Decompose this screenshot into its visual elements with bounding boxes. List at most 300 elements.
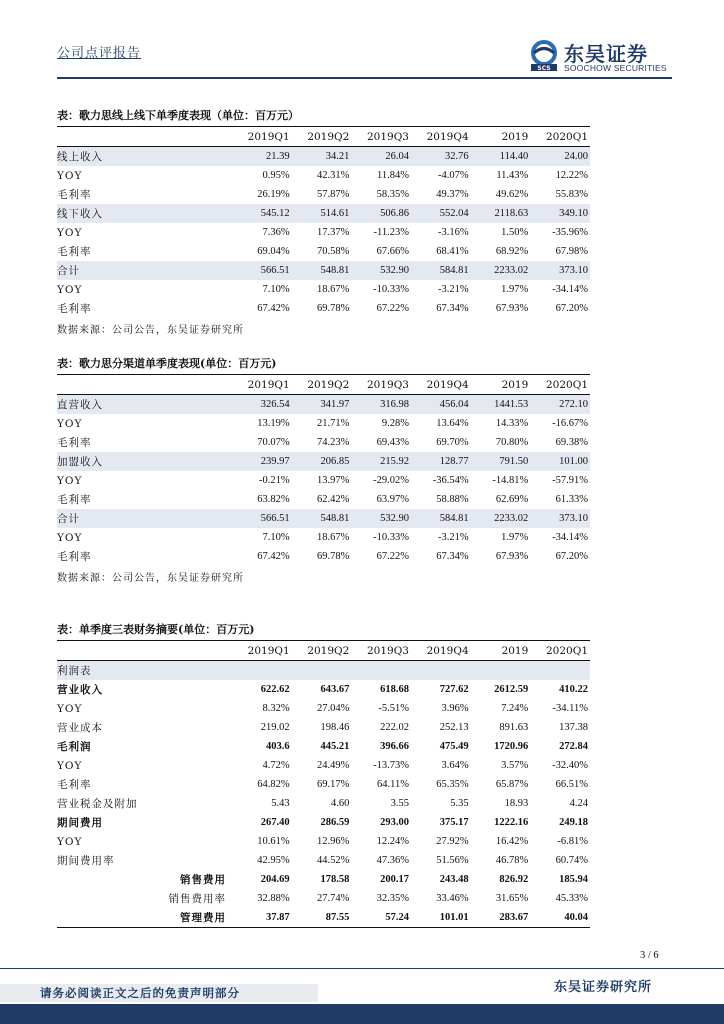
table-cell: 552.04: [411, 204, 471, 223]
header-cell-blank: [57, 641, 232, 661]
table-cell: 70.58%: [316, 246, 350, 257]
column-header: 2019Q4: [411, 641, 471, 661]
table-cell: [351, 661, 411, 681]
table-row: [57, 851, 590, 870]
table-row: [57, 661, 590, 681]
table-cell: 128.77: [411, 452, 471, 471]
table-cell: 215.92: [351, 452, 411, 471]
table-row: [57, 718, 590, 737]
header-rule: [57, 77, 672, 79]
row-label: YOY: [57, 531, 83, 544]
row-label: 管理费用: [57, 908, 232, 928]
table-row: [57, 433, 590, 452]
row-label: 毛利率: [57, 303, 92, 315]
column-header: 2019Q2: [292, 641, 352, 661]
table-cell: 74.23%: [316, 437, 350, 448]
table-cell: 727.62: [439, 684, 469, 695]
table-cell: 239.97: [232, 452, 292, 471]
table-cell: 62.69%: [495, 494, 529, 505]
table-cell: 243.48: [439, 874, 469, 885]
table-cell: 548.81: [292, 261, 352, 280]
column-header: 2019Q4: [411, 375, 471, 395]
table-cell: 618.68: [380, 684, 409, 695]
table-cell: 1.97%: [501, 284, 529, 295]
row-label: 期间费用: [57, 817, 103, 829]
table-cell: -10.33%: [373, 284, 409, 295]
table-cell: 17.37%: [316, 227, 350, 238]
row-label: YOY: [57, 702, 83, 715]
table-header-row: [57, 127, 590, 147]
table-header-row: [57, 375, 590, 395]
table-cell: 14.33%: [495, 418, 529, 429]
table-row: [57, 794, 590, 813]
table-row: [57, 737, 590, 756]
column-header: 2019Q1: [232, 127, 292, 147]
row-label: 合计: [57, 261, 232, 280]
table-cell: 32.88%: [257, 893, 290, 904]
row-label: 毛利率: [57, 437, 92, 449]
table-cell: -32.40%: [552, 760, 588, 771]
table-cell: 46.78%: [495, 855, 529, 866]
table-cell: 219.02: [260, 722, 290, 733]
table-cell: 67.93%: [495, 303, 529, 314]
table-cell: 293.00: [380, 817, 409, 828]
table-cell: 5.35: [450, 798, 469, 809]
table-cell: 341.97: [292, 395, 352, 415]
table-cell: -36.54%: [432, 475, 469, 486]
table-row: [57, 185, 590, 204]
table-cell: 45.33%: [555, 893, 588, 904]
row-label: 营业收入: [57, 684, 103, 696]
table-cell: 12.96%: [316, 836, 350, 847]
table-cell: 49.62%: [495, 189, 529, 200]
table-row: [57, 223, 590, 242]
row-label: 线上收入: [57, 147, 232, 167]
table-cell: 185.94: [559, 874, 588, 885]
table-cell: 2118.63: [471, 204, 531, 223]
table-cell: 13.19%: [257, 418, 290, 429]
table-cell: 1720.96: [494, 741, 529, 752]
brand-logo: [528, 38, 678, 74]
table-cell: 283.67: [471, 908, 531, 928]
table-row: [57, 870, 590, 889]
table-cell: 11.84%: [377, 170, 409, 181]
table-cell: 67.20%: [555, 551, 588, 562]
table-cell: 42.31%: [316, 170, 350, 181]
table-row: [57, 471, 590, 490]
table-row: [57, 832, 590, 851]
table-cell: [292, 661, 352, 681]
table-cell: 137.38: [559, 722, 588, 733]
row-label: YOY: [57, 759, 83, 772]
table-cell: 67.98%: [555, 246, 588, 257]
table-cell: 63.82%: [257, 494, 290, 505]
data-table: [57, 375, 590, 566]
table-cell: 42.95%: [257, 855, 290, 866]
table-cell: 44.52%: [316, 855, 350, 866]
table-cell: 69.04%: [257, 246, 290, 257]
table-cell: 178.58: [320, 874, 350, 885]
table-cell: 532.90: [351, 261, 411, 280]
table-cell: 10.61%: [257, 836, 290, 847]
table-cell: 1.50%: [501, 227, 529, 238]
table-cell: 514.61: [292, 204, 352, 223]
column-header: 2019Q2: [292, 375, 352, 395]
column-header: 2019Q2: [292, 127, 352, 147]
table-cell: 67.93%: [495, 551, 529, 562]
table-cell: 114.40: [471, 147, 531, 167]
row-label: YOY: [57, 283, 83, 296]
table-row: [57, 414, 590, 433]
table-cell: -5.51%: [378, 703, 409, 714]
header-cell-blank: [57, 127, 232, 147]
table-cell: 326.54: [232, 395, 292, 415]
column-header: 2019Q3: [351, 641, 411, 661]
table-cell: 375.17: [439, 817, 469, 828]
table-row: [57, 889, 590, 908]
table-cell: 1222.16: [494, 817, 529, 828]
table-cell: -34.14%: [552, 284, 588, 295]
row-label: 销售费用率: [168, 893, 227, 905]
table-cell: 272.10: [530, 395, 590, 415]
table-cell: [232, 661, 292, 681]
table-row: [57, 908, 590, 928]
table-cell: 11.43%: [496, 170, 529, 181]
row-label: 销售费用: [180, 874, 227, 886]
table-online-offline: [57, 106, 590, 336]
table-cell: 64.11%: [377, 779, 409, 790]
row-label: 毛利率: [57, 189, 92, 201]
table-cell: 475.49: [439, 741, 469, 752]
row-label: 毛利率: [57, 494, 92, 506]
table-cell: -4.07%: [438, 170, 469, 181]
source-note: 数据来源：公司公告，东吴证券研究所: [57, 325, 244, 336]
table-cell: 101.01: [411, 908, 471, 928]
table-cell: 13.64%: [436, 418, 469, 429]
data-table: [57, 127, 590, 318]
table-cell: 7.36%: [262, 227, 290, 238]
table-row: [57, 242, 590, 261]
report-type-label: 公司点评报告: [57, 46, 142, 61]
row-label: 利润表: [57, 661, 232, 681]
table-cell: 8.32%: [262, 703, 290, 714]
table-cell: 27.74%: [316, 893, 350, 904]
table-cell: 69.78%: [316, 303, 350, 314]
table-cell: 252.13: [439, 722, 469, 733]
table-cell: 67.34%: [436, 551, 469, 562]
bottom-band: [0, 1004, 724, 1024]
table-cell: 67.22%: [376, 551, 409, 562]
table-cell: 396.66: [380, 741, 409, 752]
table-cell: 26.04: [351, 147, 411, 167]
table-cell: 9.28%: [381, 418, 409, 429]
column-header: 2019: [471, 127, 531, 147]
logo-en-text: SOOCHOW SECURITIES: [564, 63, 667, 73]
table-financial-summary: [57, 620, 590, 928]
table-title: 表：歌力思分渠道单季度表现(单位：百万元): [57, 354, 590, 375]
table-cell: 37.87: [232, 908, 292, 928]
row-label: 毛利率: [57, 551, 92, 563]
table-cell: 40.04: [530, 908, 590, 928]
table-cell: 1441.53: [471, 395, 531, 415]
table-cell: 403.6: [266, 741, 290, 752]
table-cell: 548.81: [292, 509, 352, 528]
table-cell: 249.18: [559, 817, 588, 828]
table-cell: 204.69: [260, 874, 290, 885]
table-cell: 18.67%: [316, 532, 350, 543]
table-cell: -34.11%: [552, 703, 588, 714]
column-header: 2020Q1: [530, 127, 590, 147]
table-cell: 57.87%: [316, 189, 350, 200]
table-row: [57, 547, 590, 566]
column-header: 2019Q4: [411, 127, 471, 147]
table-cell: [411, 661, 471, 681]
table-cell: 68.41%: [436, 246, 469, 257]
table-cell: 506.86: [351, 204, 411, 223]
table-title: 表：歌力思线上线下单季度表现（单位：百万元）: [57, 106, 590, 127]
table-cell: -35.96%: [552, 227, 588, 238]
column-header: 2020Q1: [530, 641, 590, 661]
table-cell: 532.90: [351, 509, 411, 528]
column-header: 2019: [471, 641, 531, 661]
row-label: 毛利率: [57, 779, 92, 791]
table-cell: 4.72%: [262, 760, 290, 771]
table-cell: 0.95%: [262, 170, 290, 181]
table-cell: 7.10%: [262, 532, 290, 543]
table-cell: 3.57%: [501, 760, 529, 771]
table-cell: -3.21%: [438, 284, 469, 295]
table-cell: 200.17: [380, 874, 409, 885]
table-cell: 21.71%: [316, 418, 350, 429]
table-cell: 67.66%: [376, 246, 409, 257]
table-cell: 16.42%: [495, 836, 529, 847]
table-cell: 622.62: [260, 684, 290, 695]
table-row: [57, 261, 590, 280]
table-cell: 49.37%: [436, 189, 469, 200]
table-cell: 566.51: [232, 261, 292, 280]
table-cell: 65.87%: [495, 779, 529, 790]
table-cell: -3.16%: [438, 227, 469, 238]
table-row: [57, 204, 590, 223]
table-cell: 64.82%: [257, 779, 290, 790]
table-row: [57, 299, 590, 318]
table-cell: 47.36%: [376, 855, 409, 866]
column-header: 2019: [471, 375, 531, 395]
table-cell: 12.22%: [555, 170, 588, 181]
table-row: [57, 452, 590, 471]
table-cell: -13.73%: [373, 760, 409, 771]
table-cell: 32.76: [411, 147, 471, 167]
footer-rule: [0, 968, 724, 969]
footer-brand: 东吴证券研究所: [554, 980, 653, 995]
table-row: [57, 490, 590, 509]
table-cell: 67.22%: [376, 303, 409, 314]
table-cell: 5.43: [271, 798, 290, 809]
column-header: 2019Q1: [232, 375, 292, 395]
table-cell: 286.59: [320, 817, 350, 828]
table-cell: -3.21%: [438, 532, 469, 543]
table-cell: 3.55: [390, 798, 409, 809]
table-cell: 66.51%: [555, 779, 588, 790]
table-cell: 69.38%: [555, 437, 588, 448]
table-cell: 67.42%: [257, 551, 290, 562]
table-cell: 32.35%: [376, 893, 409, 904]
table-cell: 18.67%: [316, 284, 350, 295]
table-cell: 373.10: [530, 261, 590, 280]
row-label: YOY: [57, 474, 83, 487]
table-row: [57, 813, 590, 832]
page-number: 3 / 6: [640, 950, 659, 961]
row-label: 期间费用率: [57, 855, 115, 867]
table-cell: 2233.02: [471, 261, 531, 280]
row-label: YOY: [57, 835, 83, 848]
table-row: [57, 680, 590, 699]
row-label: 营业税金及附加: [57, 798, 138, 810]
row-label: YOY: [57, 169, 83, 182]
table-cell: 4.60: [330, 798, 350, 809]
table-cell: 584.81: [411, 509, 471, 528]
table-cell: 445.21: [320, 741, 350, 752]
table-header-row: [57, 641, 590, 661]
table-cell: 33.46%: [436, 893, 469, 904]
table-cell: -0.21%: [259, 475, 290, 486]
table-cell: 24.49%: [316, 760, 350, 771]
table-cell: 57.24: [351, 908, 411, 928]
table-cell: 69.70%: [436, 437, 469, 448]
table-cell: 69.78%: [316, 551, 350, 562]
table-cell: 34.21: [292, 147, 352, 167]
table-row: [57, 280, 590, 299]
table-cell: 545.12: [232, 204, 292, 223]
data-table: [57, 641, 590, 928]
table-cell: 891.63: [499, 722, 529, 733]
table-row: [57, 756, 590, 775]
row-label: 毛利润: [57, 741, 92, 753]
table-title: 表：单季度三表财务摘要(单位：百万元): [57, 620, 590, 641]
row-label: 营业成本: [57, 722, 103, 734]
table-cell: 101.00: [530, 452, 590, 471]
table-cell: 68.92%: [495, 246, 529, 257]
table-row: [57, 147, 590, 167]
row-label: 加盟收入: [57, 452, 232, 471]
table-cell: 222.02: [380, 722, 409, 733]
table-cell: 60.74%: [555, 855, 588, 866]
table-row: [57, 395, 590, 415]
table-cell: 21.39: [232, 147, 292, 167]
table-row: [57, 775, 590, 794]
table-cell: 67.34%: [436, 303, 469, 314]
column-header: 2019Q1: [232, 641, 292, 661]
table-cell: 272.84: [559, 741, 588, 752]
header-cell-blank: [57, 375, 232, 395]
table-cell: 70.07%: [257, 437, 290, 448]
table-cell: 2612.59: [494, 684, 529, 695]
table-cell: 26.19%: [257, 189, 290, 200]
table-cell: 7.24%: [501, 703, 529, 714]
table-cell: 4.24: [569, 798, 588, 809]
row-label: YOY: [57, 226, 83, 239]
table-cell: 206.85: [292, 452, 352, 471]
table-cell: 1.97%: [501, 532, 529, 543]
table-cell: -57.91%: [552, 475, 588, 486]
table-cell: 267.40: [260, 817, 290, 828]
logo-cn-text: 东吴证券: [564, 42, 648, 66]
table-cell: 62.42%: [316, 494, 350, 505]
row-label: 线下收入: [57, 204, 232, 223]
table-cell: 70.80%: [495, 437, 529, 448]
table-cell: 566.51: [232, 509, 292, 528]
table-cell: -14.81%: [492, 475, 529, 486]
soochow-logo-icon: [528, 40, 560, 72]
source-note: 数据来源：公司公告，东吴证券研究所: [57, 573, 244, 584]
table-row: [57, 166, 590, 185]
table-cell: 410.22: [559, 684, 588, 695]
table-cell: 27.04%: [316, 703, 350, 714]
table-cell: -10.33%: [373, 532, 409, 543]
table-cell: -16.67%: [552, 418, 588, 429]
table-cell: 3.96%: [441, 703, 469, 714]
table-row: [57, 528, 590, 547]
row-label: 直营收入: [57, 395, 232, 415]
column-header: 2020Q1: [530, 375, 590, 395]
table-cell: 67.20%: [555, 303, 588, 314]
table-cell: 349.10: [530, 204, 590, 223]
row-label: YOY: [57, 417, 83, 430]
table-cell: -6.81%: [557, 836, 588, 847]
table-cell: 24.00: [530, 147, 590, 167]
row-label: 毛利率: [57, 246, 92, 258]
table-cell: 3.64%: [441, 760, 469, 771]
table-cell: 69.17%: [316, 779, 350, 790]
table-cell: 643.67: [320, 684, 350, 695]
table-row: [57, 699, 590, 718]
table-cell: 67.42%: [257, 303, 290, 314]
table-cell: 27.92%: [436, 836, 469, 847]
table-cell: 65.35%: [436, 779, 469, 790]
table-cell: 55.83%: [555, 189, 588, 200]
table-cell: -34.14%: [552, 532, 588, 543]
table-cell: 7.10%: [262, 284, 290, 295]
table-cell: 61.33%: [555, 494, 588, 505]
table-cell: 791.50: [471, 452, 531, 471]
table-cell: 584.81: [411, 261, 471, 280]
table-cell: 58.35%: [376, 189, 409, 200]
table-cell: 87.55: [292, 908, 352, 928]
table-cell: 63.97%: [376, 494, 409, 505]
column-header: 2019Q3: [351, 127, 411, 147]
column-header: 2019Q3: [351, 375, 411, 395]
table-cell: 373.10: [530, 509, 590, 528]
table-row: [57, 509, 590, 528]
table-cell: 826.92: [499, 874, 529, 885]
table-cell: 18.93: [504, 798, 529, 809]
table-cell: [471, 661, 531, 681]
row-label: 合计: [57, 509, 232, 528]
table-cell: 69.43%: [376, 437, 409, 448]
table-cell: 12.24%: [376, 836, 409, 847]
table-cell: -29.02%: [373, 475, 409, 486]
table-cell: 456.04: [411, 395, 471, 415]
table-cell: -11.23%: [373, 227, 409, 238]
table-cell: [530, 661, 590, 681]
table-cell: 198.46: [320, 722, 350, 733]
table-cell: 58.88%: [436, 494, 469, 505]
table-cell: 13.97%: [316, 475, 350, 486]
table-cell: 31.65%: [495, 893, 529, 904]
logo-mark: SCS: [537, 65, 551, 72]
disclaimer-text: 请务必阅读正文之后的免责声明部分: [40, 986, 240, 1000]
table-cell: 2233.02: [471, 509, 531, 528]
